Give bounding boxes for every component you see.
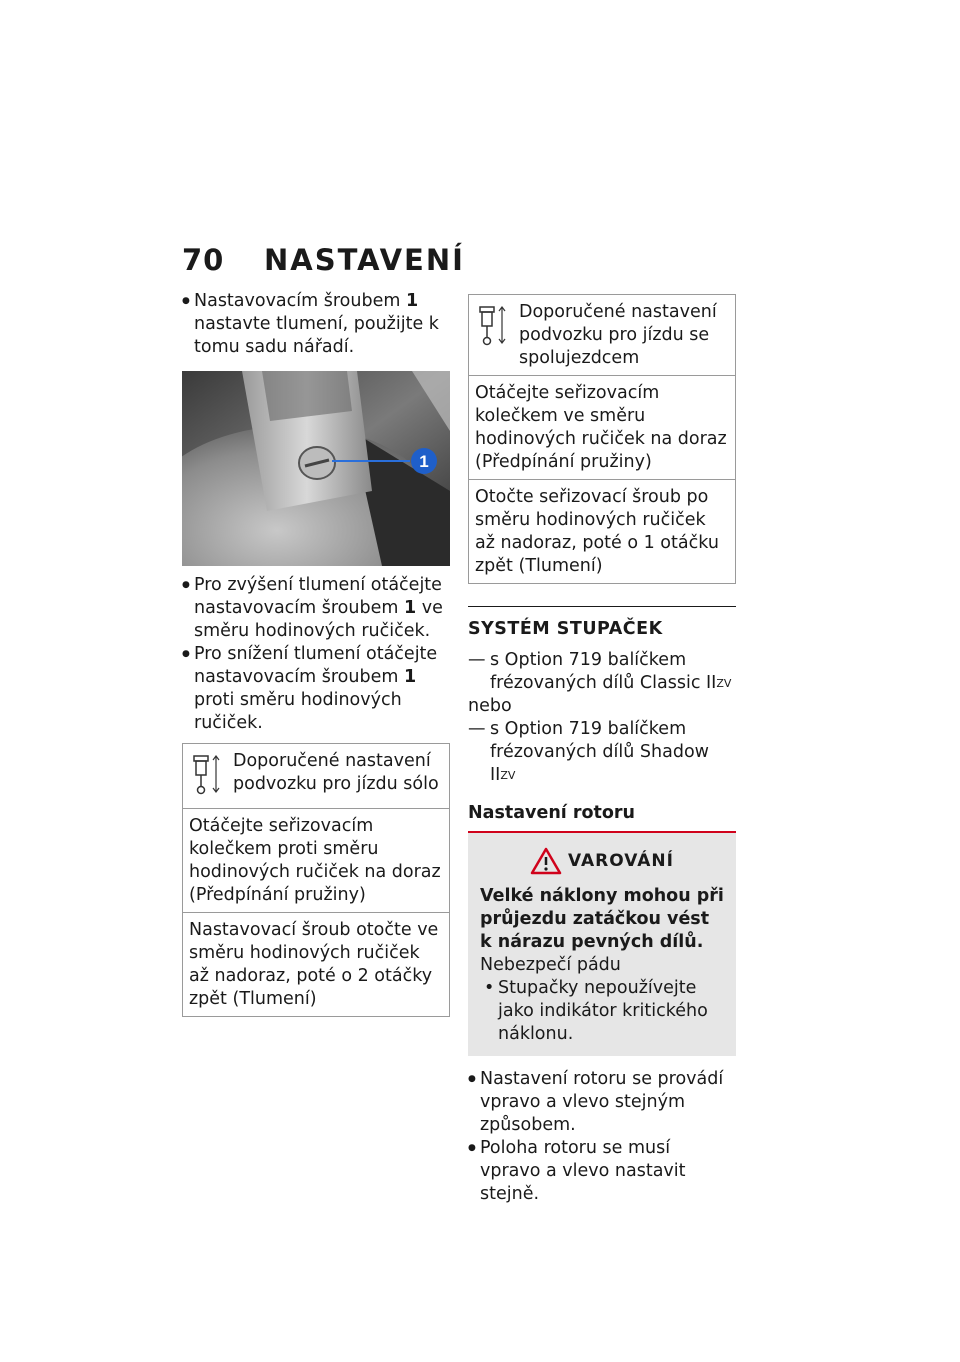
ref-number: 1 [405,291,419,311]
table-header [183,744,449,808]
shock-absorber-photo [182,371,450,566]
bullet-increase-damping: ● Pro zvýšení tlumení otáčejte nastavovacím šroubem 1 ve směru hodinových ručiček. [182,574,450,643]
intro-bullet: ● Nastavovacím šroubem 1 nastavte tlumení, použijte k tomu sadu nářadí. [182,290,450,359]
shock-absorber-icon [189,750,233,803]
shock-absorber-icon [475,301,519,354]
passenger-settings-table [468,294,736,584]
chapter-title: NASTAVENÍ [264,243,465,277]
bullet-rotor-position: ● Poloha rotoru se musí vpravo a vlevo nastavit stejně. [468,1137,736,1206]
table-header-text: Doporučené nastavení podvozku pro jízdu se spolujezdcem [519,302,717,368]
option-item: — s Option 719 balíčkem frézovaných dílů Shadow $II^{ZV}$ [468,719,709,785]
right-column [468,290,736,1206]
warning-title [480,847,724,875]
subsection-title: Nastavení rotoru [468,803,736,833]
table-row: Nastavovací šroub otočte ve směru hodinových ručiček až nadoraz, poté o 2 otáčky zpět (Tlumení) [183,912,449,1016]
page-number: 70 [182,243,225,277]
table-row: Otočte seřizovací šroub po směru hodinových ručiček až nadoraz, poté o 1 otáčku zpět (Tlumení) [469,479,735,583]
section-title: SYSTÉM STUPAČEK [468,606,736,639]
table-header [469,295,735,375]
warning-danger: Nebezpečí pádu [480,955,621,975]
warning-label: VAROVÁNÍ [568,851,674,871]
warning-triangle-icon [530,847,562,875]
option-item: — s Option 719 balíčkem frézovaných dílů Classic $II^{ZV}$ [468,650,732,693]
warning-item: • Stupačky nepoužívejte jako indikátor kritického náklonu. [484,978,708,1044]
bullet-decrease-damping: ● Pro snížení tlumení otáčejte nastavovacím šroubem 1 proti směru hodinových ručiček. [182,643,450,735]
warning-box [468,833,736,1056]
callout-number: 1 [419,452,429,471]
table-row: Otáčejte seřizovacím kolečkem ve směru hodinových ručiček na doraz (Předpínání pružiny) [469,375,735,479]
table-header-text: Doporučené nastavení podvozku pro jízdu sólo [233,751,439,794]
bullet-rotor-adjust: ● Nastavení rotoru se provádí vpravo a vlevo stejným způsobem. [468,1068,736,1137]
table-row: Otáčejte seřizovacím kolečkem proti směru hodinových ručiček na doraz (Předpínání pružiny) [183,808,449,912]
warning-bold-text: Velké náklony mohou při průjezdu zatáčkou vést k nárazu pevných dílů. [480,886,724,952]
left-column [182,290,450,1017]
or-text: nebo [468,696,512,716]
solo-settings-table [182,743,450,1017]
page-header [182,243,465,277]
